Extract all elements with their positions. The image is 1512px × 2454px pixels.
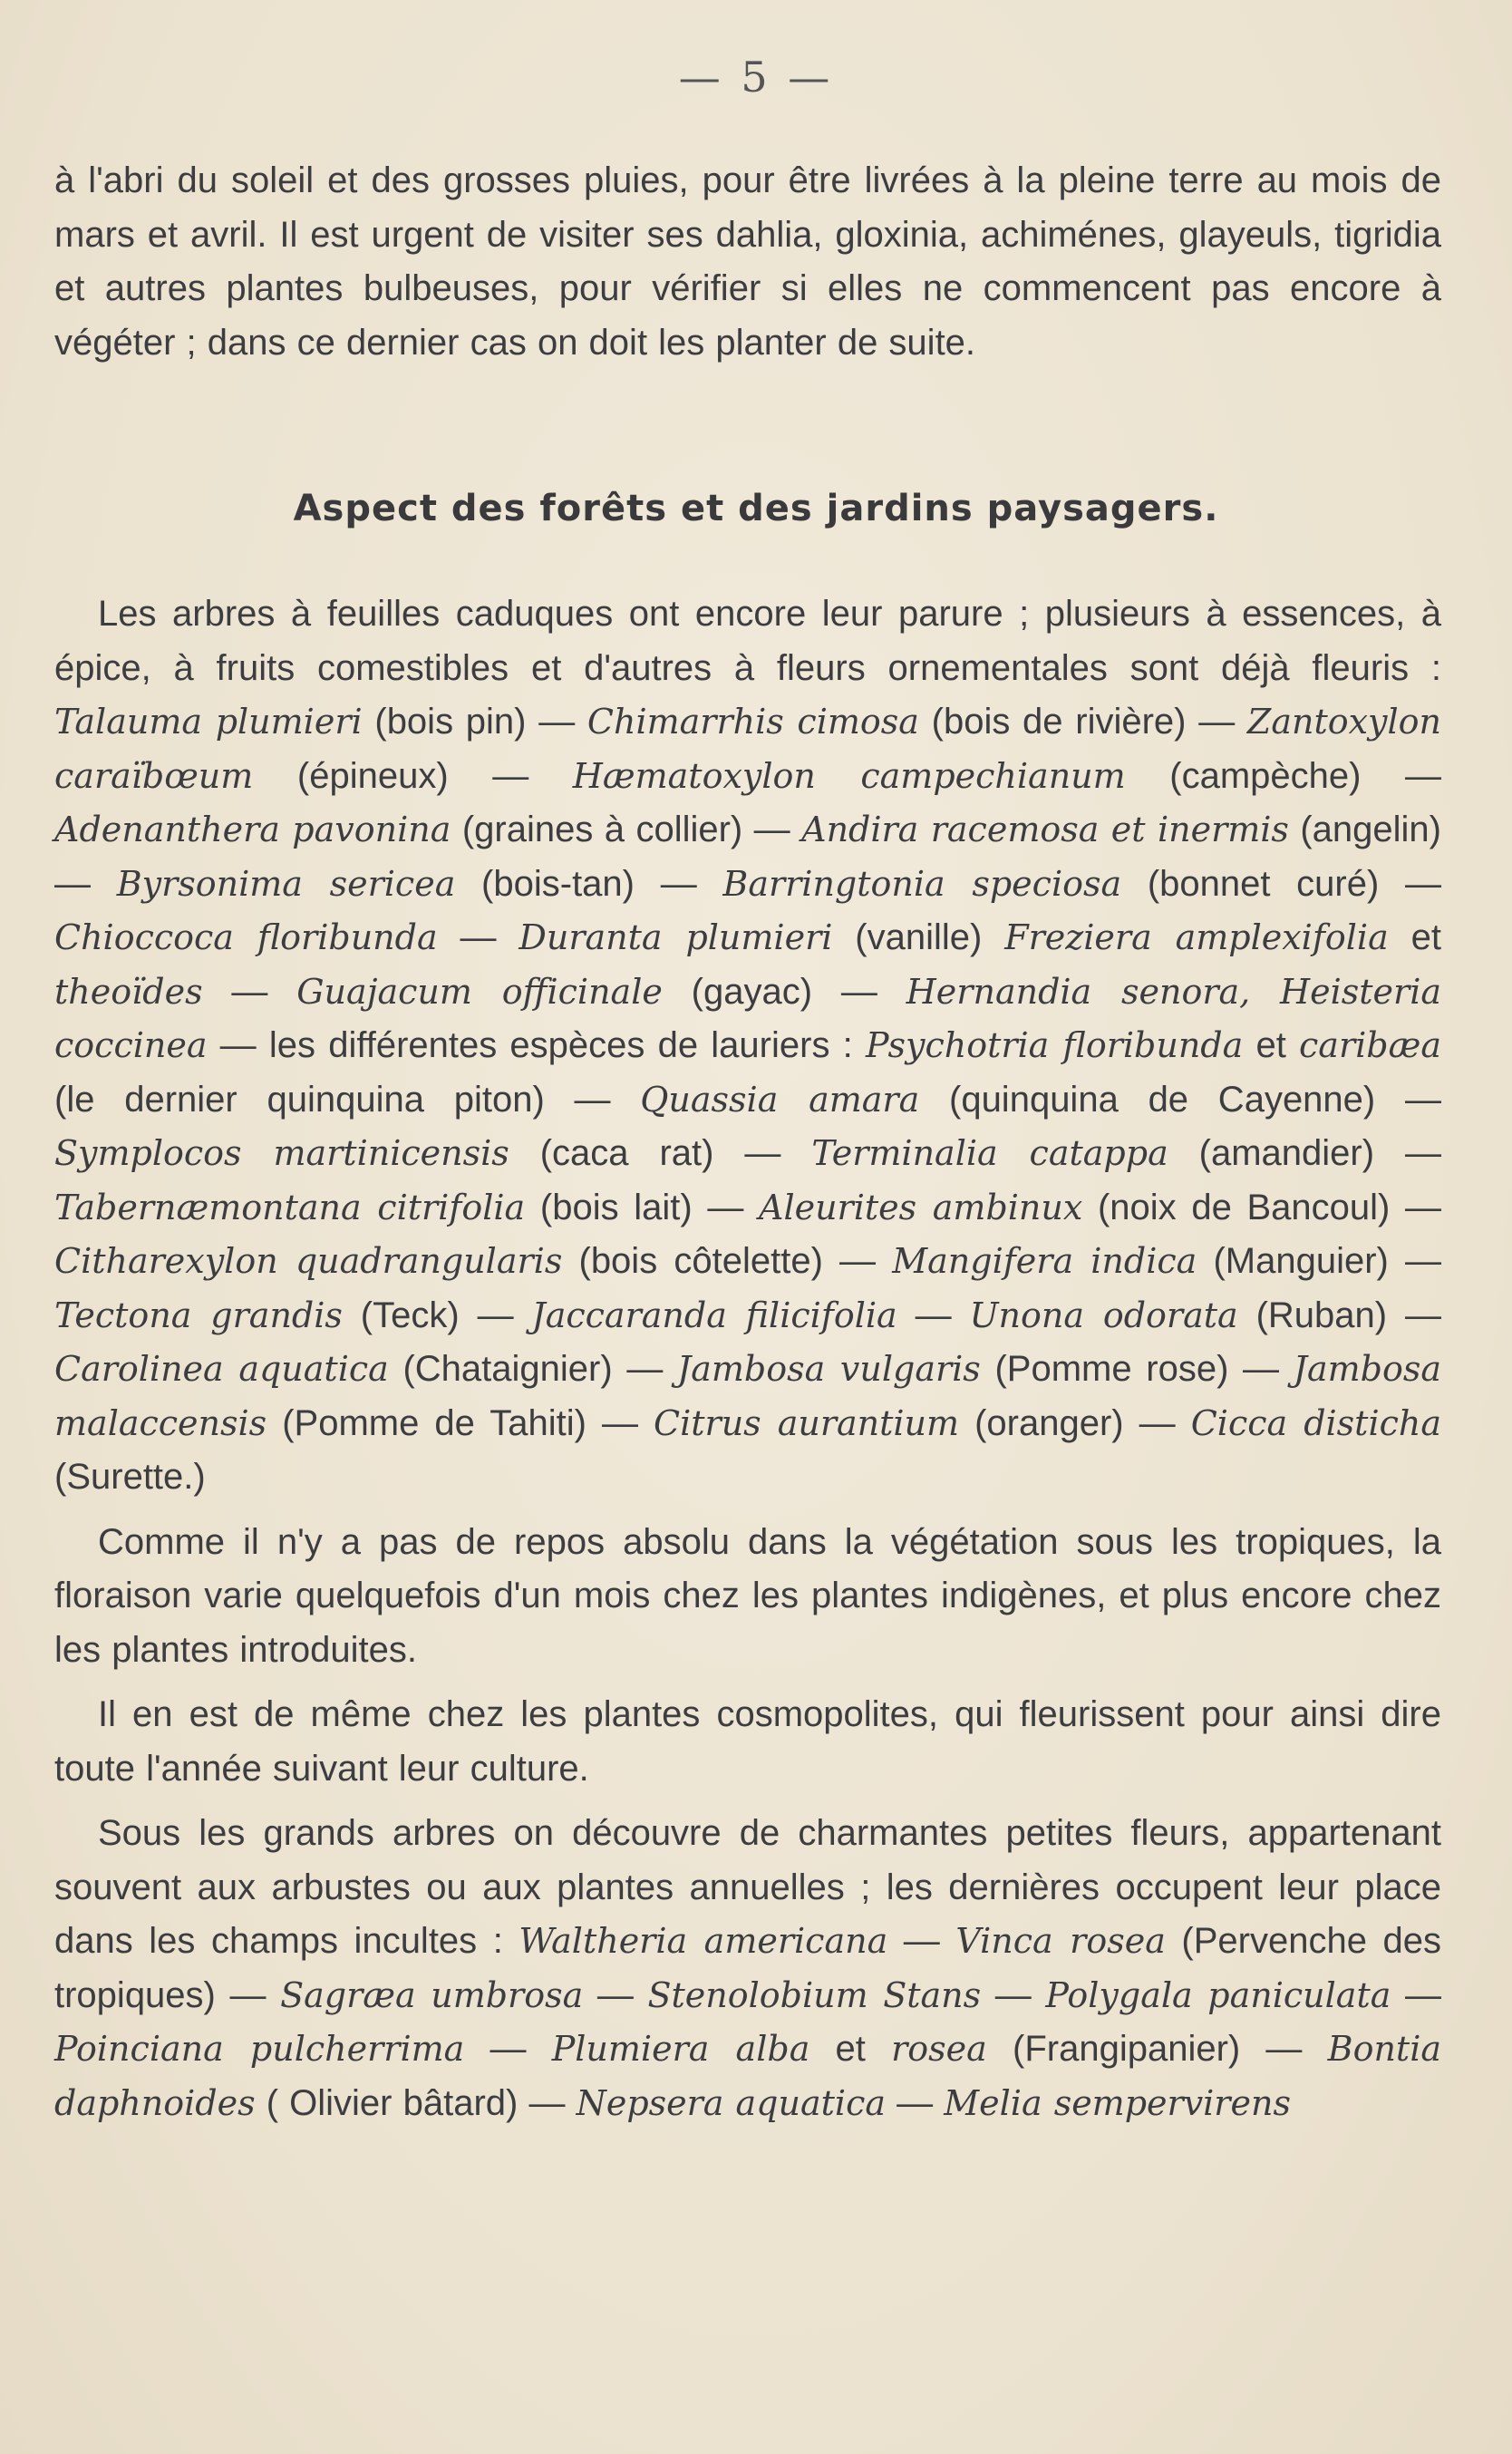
text-run: (bois lait) —: [525, 1187, 759, 1227]
species-name: Tabernæmontana citrifolia: [54, 1187, 526, 1227]
text-run: —: [437, 917, 519, 957]
species-name: Vinca rosea: [955, 1921, 1166, 1961]
species-name: Jambosa vulgaris: [677, 1349, 981, 1389]
species-name: Byrsonima sericea: [116, 863, 456, 904]
text-run: Il en est de même chez les plantes cosmopolites, qui fleurissent pour ainsi dire toute l'année suivant leur culture.: [54, 1694, 1441, 1789]
text-run: (Manguier) —: [1197, 1241, 1442, 1281]
text-run: (épineux) —: [253, 755, 573, 796]
species-name: Citrus aurantium: [654, 1402, 960, 1443]
species-name: Plumiera alba: [551, 2029, 810, 2069]
text-run: —: [202, 971, 297, 1012]
text-run: Sous les grands arbres on découvre de charmantes petites fleurs, appartenant souvent aux arbustes ou aux plantes annuelles ; les dernières occupent leur place dans les champs incultes :: [54, 1813, 1441, 1961]
species-name: Jambosa malaccensis: [54, 1349, 1441, 1443]
species-name: Andira racemosa et inermis: [801, 810, 1289, 849]
body-paragraph: [54, 1688, 1441, 1796]
text-run: (Surette.): [54, 1457, 206, 1497]
text-run: (bonnet curé) —: [1121, 863, 1441, 904]
species-name: Jaccaranda filicifolia: [531, 1295, 897, 1335]
text-run: et: [1243, 1025, 1300, 1065]
text-run: (Teck) —: [342, 1295, 532, 1335]
text-run: —: [464, 2029, 552, 2069]
text-run: (Frangipanier) —: [986, 2029, 1328, 2069]
species-name: Nepsera aquatica: [576, 2082, 887, 2123]
species-name: theoïdes: [54, 971, 203, 1012]
species-name: Poinciana pulcherrima: [54, 2029, 465, 2069]
species-name: Bontia daphnoides: [54, 2029, 1441, 2123]
species-name: Duranta plumieri: [519, 917, 833, 957]
species-name: Psychotria floribunda: [865, 1025, 1244, 1065]
species-name: Chimarrhis cimosa: [586, 702, 919, 742]
species-name: Barringtonia speciosa: [722, 863, 1122, 904]
intro-paragraph: à l'abri du soleil et des grosses pluies, pour être livrées à la pleine terre au mois de mars et avril. Il est urgent de visiter ses dahlia, gloxinia, achiménes, glayeuls, tigridia et autres plantes bulbeuses, pour vérifier si elles ne commencent pas encore à végéter ; dans ce dernier cas on doit les planter de suite.: [54, 160, 1441, 363]
text-run: (oranger) —: [959, 1402, 1191, 1443]
body-paragraph: [54, 1516, 1441, 1678]
section-heading: Aspect des forêts et des jardins paysagers.: [293, 488, 1219, 529]
text-run: (Pomme de Tahiti) —: [267, 1402, 654, 1443]
text-run: (noix de Bancoul) —: [1082, 1187, 1442, 1227]
species-name: Guajacum officinale: [296, 971, 663, 1012]
text-run: (vanille): [832, 917, 1005, 957]
text-run: et: [809, 2029, 892, 2069]
text-run: ( Olivier bâtard) —: [255, 2082, 577, 2123]
species-name: Aleurites ambinux: [759, 1187, 1083, 1227]
text-run: —: [1391, 1974, 1441, 2015]
species-name: Quassia amara: [640, 1079, 920, 1120]
species-name: Cicca disticha: [1190, 1402, 1442, 1443]
species-name: caribæa: [1299, 1025, 1441, 1065]
species-name: Tectona grandis: [54, 1295, 343, 1335]
text-run: —: [887, 1921, 956, 1961]
species-name: Unona odorata: [969, 1295, 1238, 1335]
text-run: (angelin) —: [54, 810, 1441, 904]
species-name: Mangifera indica: [892, 1241, 1197, 1281]
species-name: Adenanthera pavonina: [54, 810, 451, 849]
text-run: (campèche) —: [1125, 755, 1441, 796]
species-name: Zantoxylon caraïbœum: [54, 702, 1442, 796]
text-run: (Pomme rose) —: [980, 1349, 1294, 1389]
text-run: —: [886, 2082, 945, 2123]
species-name: Stenolobium Stans: [647, 1974, 982, 2015]
text-run: (quinquina de Cayenne) —: [919, 1079, 1441, 1120]
text-run: Les arbres à feuilles caduques ont encore leur parure ; plusieurs à essences, à épice, à fruits comestibles et d'autres à fleurs ornementales sont déjà fleuris :: [54, 594, 1441, 688]
text-run: —: [897, 1295, 970, 1335]
species-name: Waltheria americana: [519, 1921, 888, 1961]
species-name: Talauma plumieri: [54, 702, 363, 742]
species-name: Symplocos martinicensis: [54, 1133, 509, 1173]
body-paragraph: [54, 1807, 1441, 2130]
text-run: (amandier) —: [1168, 1133, 1442, 1173]
text-run: (bois pin) —: [362, 702, 587, 742]
text-run: (Pervenche des tropiques) —: [54, 1921, 1442, 2015]
species-name: Hernandia senora, Heisteria coccinea: [54, 971, 1442, 1065]
text-run: Comme il n'y a pas de repos absolu dans la végétation sous les tropiques, la floraison varie quelquefois d'un mois chez les plantes indigènes, et plus encore chez les plantes introduites.: [54, 1521, 1441, 1670]
species-name: Carolinea aquatica: [54, 1349, 389, 1389]
text-run: (Chataignier) —: [388, 1349, 677, 1389]
body-paragraph: [54, 587, 1441, 1505]
text-run: (gayac) —: [662, 971, 906, 1012]
text-run: (le dernier quinquina piton) —: [54, 1079, 641, 1120]
species-name: Freziera amplexifolia: [1004, 917, 1389, 957]
species-name: Citharexylon quadrangularis: [54, 1241, 563, 1281]
species-name: Terminalia catappa: [811, 1133, 1168, 1173]
species-name: Chioccoca floribunda: [54, 917, 438, 957]
text-run: et: [1388, 917, 1441, 957]
species-name: Sagræa umbrosa: [280, 1974, 584, 2015]
text-run: —: [583, 1974, 648, 2015]
text-run: (Ruban) —: [1237, 1295, 1441, 1335]
text-run: — les différentes espèces de lauriers :: [207, 1025, 866, 1065]
species-name: Hæmatoxylon campechianum: [572, 755, 1126, 796]
text-run: (bois-tan) —: [455, 863, 723, 904]
text-run: (caca rat) —: [509, 1133, 812, 1173]
text-run: (bois côtelette) —: [562, 1241, 893, 1281]
species-name: Polygala paniculata: [1045, 1974, 1391, 2015]
text-run: (bois de rivière) —: [918, 702, 1247, 742]
page-number: — 5 —: [678, 53, 834, 102]
species-name: Melia sempervirens: [944, 2082, 1291, 2123]
text-run: —: [981, 1974, 1046, 2015]
text-run: (graines à collier) —: [451, 810, 802, 849]
species-name: rosea: [891, 2029, 987, 2069]
intro-paragraph-container: [54, 154, 1441, 370]
main-text: [54, 587, 1441, 2130]
